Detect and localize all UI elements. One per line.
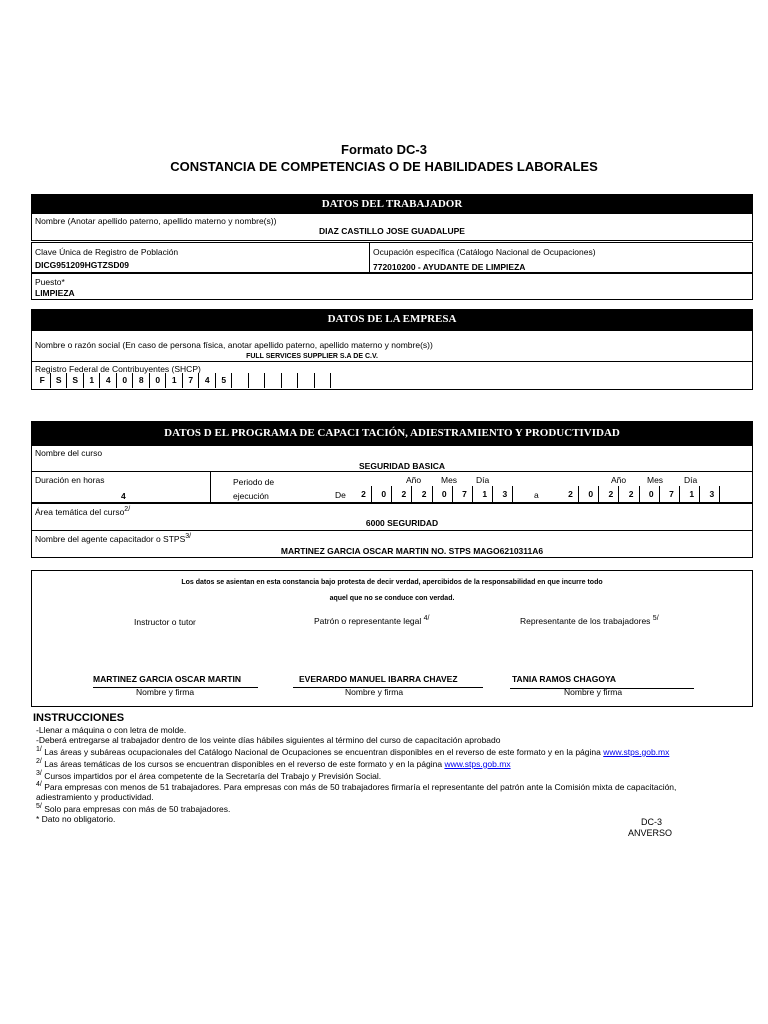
value-curso[interactable]: SEGURIDAD BASICA bbox=[359, 461, 445, 471]
label-agente-text: Nombre del agente capacitador o STPS bbox=[35, 533, 186, 544]
label-patron-sup: 4/ bbox=[423, 615, 430, 622]
label-curso: Nombre del curso bbox=[35, 448, 103, 458]
label-anio-inicio: Año bbox=[406, 475, 422, 485]
label-representante-text: Representante de los trabajadores bbox=[520, 615, 651, 626]
rfc-char-cell[interactable]: S bbox=[68, 373, 84, 388]
field-agente bbox=[31, 530, 753, 558]
rfc-char-cell[interactable]: 1 bbox=[85, 373, 101, 388]
label-patron bbox=[314, 615, 430, 626]
instruction-line-6b: adiestramiento y productividad. bbox=[36, 792, 154, 803]
instruction-6-text: Para empresas con menos de 51 trabajadores. Para empresas con más de 50 trabajadores firmaría el representante del patrón ante la Comisión mixta de capacitación, bbox=[44, 782, 677, 793]
label-nombre: Nombre (Anotar apellido paterno, apellido materno y nombre(s)) bbox=[35, 216, 277, 226]
field-rfc bbox=[31, 361, 753, 390]
date-digit-cell[interactable]: 1 bbox=[477, 486, 493, 502]
field-curp bbox=[31, 242, 370, 273]
label-area bbox=[35, 506, 130, 517]
label-patron-text: Patrón o representante legal bbox=[314, 615, 422, 626]
stps-link-1[interactable]: www.stps.gob.mx bbox=[603, 746, 670, 757]
date-digit-cell[interactable]: 0 bbox=[583, 486, 599, 502]
value-puesto[interactable]: LIMPIEZA bbox=[35, 288, 75, 298]
label-ocupacion: Ocupación específica (Catálogo Nacional de Ocupaciones) bbox=[373, 247, 596, 257]
rfc-char-cell[interactable] bbox=[250, 373, 266, 388]
rfc-char-cell[interactable]: F bbox=[35, 373, 51, 388]
signatures-box bbox=[31, 570, 753, 707]
label-representante bbox=[520, 615, 659, 626]
instruction-line-7 bbox=[36, 802, 746, 814]
instruction-5-sup: 3/ bbox=[36, 769, 42, 777]
instructions-title: INSTRUCCIONES bbox=[33, 712, 125, 724]
instruction-4-text: Las áreas temáticas de los cursos se encuentran disponibles en el reverso de este formato y en la página bbox=[44, 758, 443, 769]
rfc-char-cell[interactable]: 1 bbox=[167, 373, 183, 388]
label-dia-fin: Día bbox=[684, 475, 698, 485]
date-digit-cell[interactable]: 0 bbox=[376, 486, 392, 502]
instruction-4-sup: 2/ bbox=[36, 757, 42, 765]
rfc-char-cell[interactable] bbox=[233, 373, 249, 388]
instruction-7-sup: 5/ bbox=[36, 803, 42, 811]
rfc-char-cell[interactable]: 5 bbox=[217, 373, 233, 388]
label-duracion: Duración en horas bbox=[35, 475, 105, 485]
field-razon-social bbox=[31, 330, 753, 362]
instruction-line-4 bbox=[36, 757, 746, 769]
rfc-char-cell[interactable] bbox=[283, 373, 299, 388]
signer-instructor-name: MARTINEZ GARCIA OSCAR MARTIN bbox=[93, 674, 241, 684]
signer-representante-name: TANIA RAMOS CHAGOYA bbox=[512, 674, 617, 684]
footer-side: ANVERSO bbox=[628, 828, 673, 838]
date-digit-cell[interactable]: 7 bbox=[457, 486, 473, 502]
date-digit-cell[interactable]: 2 bbox=[356, 486, 372, 502]
value-agente[interactable]: MARTINEZ GARCIA OSCAR MARTIN NO. STPS MAGO6210311A6 bbox=[280, 546, 544, 556]
section-header-empresa: DATOS DE LA EMPRESA bbox=[31, 309, 753, 330]
caption-representante: Nombre y firma bbox=[564, 687, 623, 697]
label-periodo-1: Periodo de bbox=[233, 477, 275, 487]
date-digit-cell[interactable]: 3 bbox=[704, 486, 720, 502]
instruction-3-text: Las áreas y subáreas ocupacionales del Catálogo Nacional de Ocupaciones se encuentran disponibles en el reverso de este formato y en la página bbox=[44, 746, 601, 757]
date-digit-cell[interactable]: 2 bbox=[603, 486, 619, 502]
date-digit-cell[interactable]: 2 bbox=[396, 486, 412, 502]
rfc-char-cell[interactable]: 0 bbox=[151, 373, 167, 388]
section-header-programa: DATOS D EL PROGRAMA DE CAPACI TACIÓN, ADIESTRAMIENTO Y PRODUCTIVIDAD bbox=[31, 421, 753, 445]
signer-patron-name: EVERARDO MANUEL IBARRA CHAVEZ bbox=[299, 674, 458, 684]
label-area-text: Área temática del curso bbox=[35, 506, 125, 517]
label-rfc: Registro Federal de Contribuyentes (SHCP) bbox=[35, 364, 201, 374]
label-razon-social: Nombre o razón social (En caso de persona física, anotar apellido paterno, apellido materno y nombre(s)) bbox=[35, 340, 433, 350]
rfc-char-cell[interactable] bbox=[316, 373, 332, 388]
form-subtitle: CONSTANCIA DE COMPETENCIAS O DE HABILIDADES LABORALES bbox=[170, 159, 598, 174]
rfc-char-cell[interactable]: 7 bbox=[184, 373, 200, 388]
rfc-char-cell[interactable]: S bbox=[52, 373, 68, 388]
value-ocupacion[interactable]: 772010200 - AYUDANTE DE LIMPIEZA bbox=[373, 262, 526, 272]
rfc-char-cell[interactable]: 8 bbox=[134, 373, 150, 388]
label-de: De bbox=[335, 490, 346, 500]
label-dia-inicio: Día bbox=[476, 475, 490, 485]
date-digit-cell[interactable]: 1 bbox=[684, 486, 700, 502]
value-duracion[interactable]: 4 bbox=[121, 491, 126, 501]
value-curp[interactable]: DICG951209HGTZSD09 bbox=[35, 260, 130, 270]
instruction-line-6 bbox=[36, 780, 746, 792]
rfc-char-cell[interactable] bbox=[266, 373, 282, 388]
instructions-list bbox=[36, 725, 746, 824]
instruction-5-text: Cursos impartidos por el área competente de la Secretaría del Trabajo y Previsión Social. bbox=[44, 770, 382, 781]
declaration-line-2: aquel que no se conduce con verdad. bbox=[329, 595, 455, 602]
label-a: a bbox=[534, 490, 539, 500]
label-representante-sup: 5/ bbox=[652, 615, 659, 622]
stps-link-2[interactable]: www.stps.gob.mx bbox=[444, 758, 511, 769]
date-digit-cell[interactable]: 2 bbox=[563, 486, 579, 502]
date-digit-cell[interactable]: 2 bbox=[417, 486, 433, 502]
date-digit-cell[interactable]: 2 bbox=[624, 486, 640, 502]
value-nombre[interactable]: DIAZ CASTILLO JOSE GUADALUPE bbox=[319, 226, 465, 236]
form-title: Formato DC-3 bbox=[341, 142, 427, 157]
value-razon-social[interactable]: FULL SERVICES SUPPLIER S.A DE C.V. bbox=[246, 353, 378, 360]
field-ocupacion bbox=[369, 242, 753, 273]
date-digit-cell[interactable]: 0 bbox=[644, 486, 660, 502]
label-mes-fin: Mes bbox=[647, 475, 664, 485]
label-mes-inicio: Mes bbox=[441, 475, 458, 485]
label-puesto: Puesto* bbox=[35, 277, 65, 287]
fecha-fin-cells bbox=[563, 486, 723, 502]
instruction-3-sup: 1/ bbox=[36, 746, 42, 753]
instruction-line-5 bbox=[36, 769, 746, 781]
label-curp: Clave Única de Registro de Población bbox=[35, 247, 179, 257]
caption-instructor: Nombre y firma bbox=[136, 687, 195, 697]
rfc-char-cell[interactable]: 4 bbox=[200, 373, 216, 388]
label-instructor: Instructor o tutor bbox=[134, 617, 196, 627]
label-area-sup: 2/ bbox=[124, 506, 131, 513]
rfc-char-cell[interactable]: 4 bbox=[101, 373, 117, 388]
instruction-line-8: * Dato no obligatorio. bbox=[36, 814, 116, 825]
instruction-7-text: Solo para empresas con más de 50 trabajadores. bbox=[44, 804, 231, 815]
rfc-char-cell[interactable] bbox=[299, 373, 315, 388]
value-area[interactable]: 6000 SEGURIDAD bbox=[365, 518, 439, 528]
instruction-6-sup: 4/ bbox=[36, 781, 42, 789]
date-digit-cell[interactable]: 7 bbox=[664, 486, 680, 502]
field-puesto bbox=[31, 273, 753, 300]
instruction-line-1: -Llenar a máquina o con letra de molde. bbox=[36, 725, 187, 735]
instruction-line-2: -Deberá entregarse al trabajador dentro de los veinte días hábiles siguientes al término del curso de capacitación aprobado bbox=[36, 735, 501, 745]
declaration-line-1: Los datos se asientan en esta constancia bajo protesta de decir verdad, apercibidos de la responsabilidad en que incurre todo bbox=[181, 579, 603, 586]
label-agente bbox=[35, 533, 191, 544]
label-agente-sup: 3/ bbox=[185, 533, 192, 540]
date-digit-cell[interactable]: 0 bbox=[437, 486, 453, 502]
field-nombre-trabajador bbox=[31, 213, 753, 241]
rfc-cells bbox=[35, 373, 335, 388]
section-header-trabajador: DATOS DEL TRABAJADOR bbox=[31, 194, 753, 214]
caption-patron: Nombre y firma bbox=[345, 687, 404, 697]
instruction-line-3 bbox=[36, 745, 746, 757]
field-periodo bbox=[210, 471, 753, 503]
label-periodo-2: ejecución bbox=[233, 491, 269, 501]
field-duracion bbox=[31, 471, 211, 503]
rfc-char-cell[interactable]: 0 bbox=[118, 373, 134, 388]
label-anio-fin: Año bbox=[611, 475, 627, 485]
footer-code: DC-3 bbox=[641, 817, 663, 827]
fecha-inicio-cells bbox=[356, 486, 516, 502]
field-curso bbox=[31, 445, 753, 472]
date-digit-cell[interactable]: 3 bbox=[497, 486, 513, 502]
field-area-tematica bbox=[31, 503, 753, 531]
